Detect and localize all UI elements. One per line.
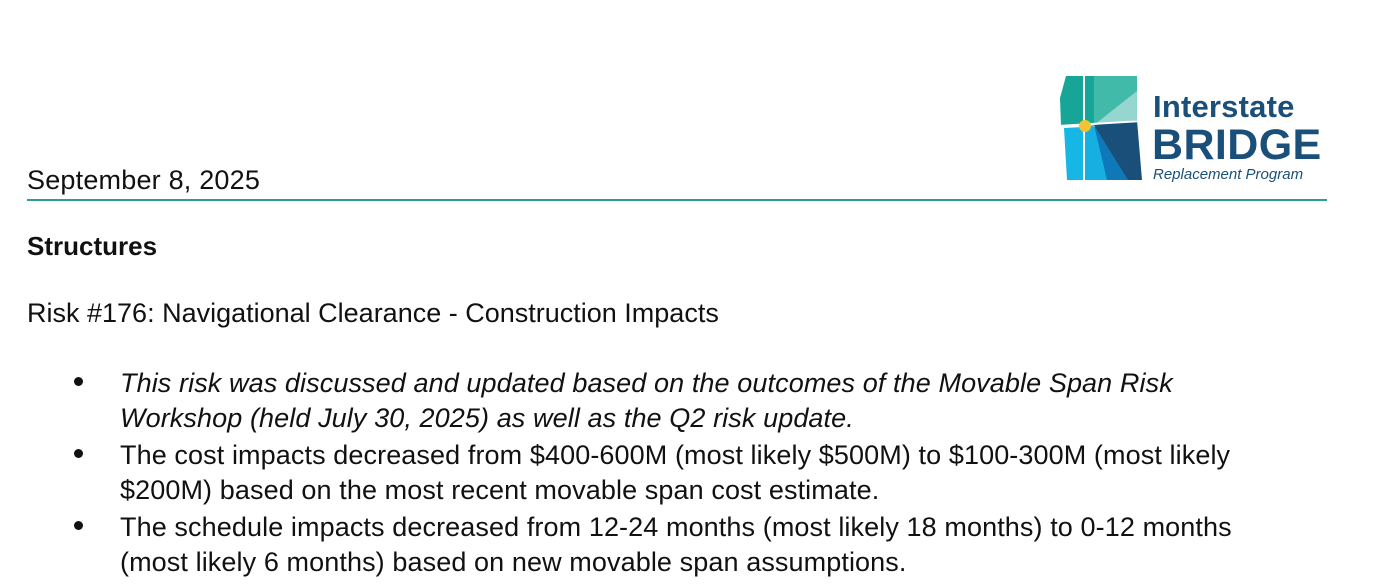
bullet-dot-icon [74, 449, 83, 458]
bullet-text-1: This risk was discussed and updated based on the outcomes of the Movable Span Risk Workshop (held July 30, 2025) as well as the Q2 risk update. [120, 368, 1173, 433]
document-date: September 8, 2025 [27, 165, 261, 195]
interstate-bridge-logo [1058, 76, 1328, 184]
logo-text-bridge: BRIDGE [1152, 121, 1322, 169]
bridge-map-logo-icon [1058, 76, 1142, 180]
bullet-dot-icon [74, 521, 83, 530]
logo-text-interstate: Interstate [1153, 89, 1295, 124]
risk-title: Risk #176: Navigational Clearance - Construction Impacts [27, 298, 719, 328]
header-divider [27, 199, 1327, 201]
bullet-list [0, 366, 1384, 580]
logo-text-program: Replacement Program [1153, 166, 1304, 183]
section-title: Structures [27, 231, 158, 261]
bullet-item-3 [0, 510, 1384, 580]
bullet-text-3: The schedule impacts decreased from 12-24 months (most likely 18 months) to 0-12 months (most likely 6 months) based on new movable span assumptions. [120, 512, 1232, 577]
bullet-item-1 [0, 366, 1384, 436]
bullet-text-2: The cost impacts decreased from $400-600M (most likely $500M) to $100-300M (most likely $200M) based on the most recent movable span cost estimate. [120, 440, 1231, 505]
bullet-dot-icon [74, 377, 83, 386]
bullet-item-2 [0, 438, 1384, 508]
